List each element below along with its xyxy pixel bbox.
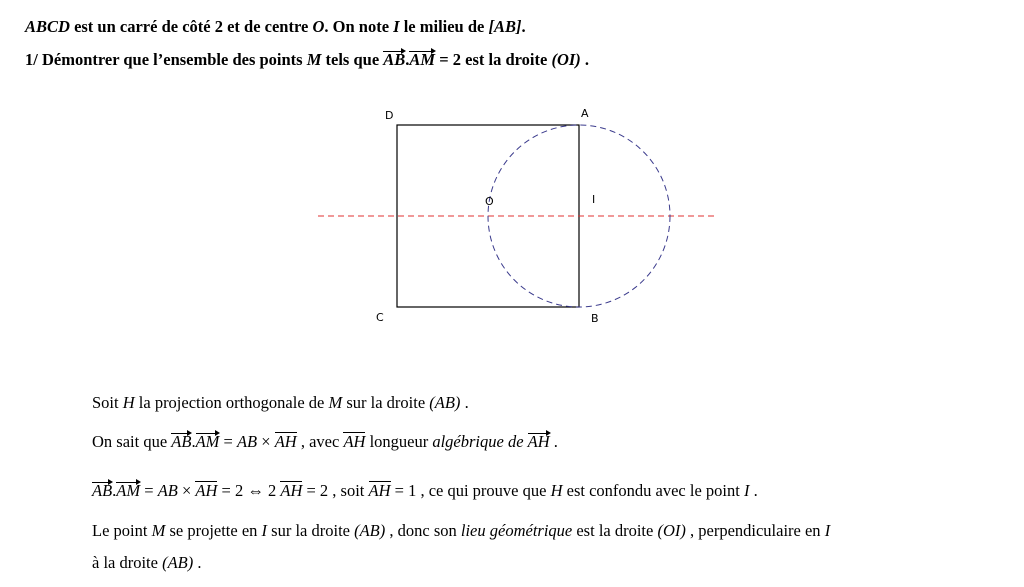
text: , donc son	[385, 521, 461, 540]
text: la projection orthogonale de	[134, 393, 329, 412]
text: sur la droite	[342, 393, 430, 412]
text: = 2 , soit	[302, 481, 369, 500]
solution-line-4	[92, 521, 830, 541]
text: = 2	[217, 481, 248, 500]
text: est la droite	[465, 50, 552, 69]
text-h: H	[122, 393, 135, 412]
text: ×	[257, 432, 275, 451]
text: le milieu de	[399, 17, 489, 36]
solution-line-1	[92, 393, 469, 413]
text-ab: AB	[236, 432, 258, 451]
text-ab: (AB)	[354, 521, 386, 540]
algebraic-ah: AH	[274, 432, 297, 451]
text-dot: .	[191, 432, 196, 451]
solution-line-2	[92, 432, 558, 452]
text: , avec	[296, 432, 344, 451]
text: tels que	[321, 50, 384, 69]
solution-line-3	[92, 481, 758, 501]
text: =	[140, 481, 158, 500]
text: .	[460, 393, 469, 412]
label-c: C	[376, 311, 384, 324]
text: ×	[177, 481, 196, 500]
text-ab: (AB)	[162, 553, 194, 572]
text: 2	[263, 481, 281, 500]
text: est la droite	[572, 521, 658, 540]
algebraic-ah: AH	[280, 481, 303, 500]
text-ab: AB	[157, 481, 178, 500]
text-i: I	[393, 17, 400, 36]
text-dot: .	[112, 481, 117, 500]
equivalence-symbol: ⇔	[247, 481, 264, 500]
text: est confondu avec le point	[562, 481, 744, 500]
text-m: M	[328, 393, 343, 412]
label-a: A	[581, 107, 589, 120]
label-b: B	[591, 312, 599, 325]
vector-am: AM	[116, 481, 141, 500]
text: se projette en	[165, 521, 262, 540]
solution-line-5	[92, 553, 202, 573]
text-o: O	[312, 17, 325, 36]
text: =	[219, 432, 237, 451]
text-i: I	[743, 481, 750, 500]
text: .	[521, 17, 526, 36]
label-o: O	[485, 195, 494, 208]
text-lieu: lieu géométrique	[460, 521, 573, 540]
text: .	[549, 432, 558, 451]
text-algebrique: algébrique de	[432, 432, 524, 451]
text: = 1 , ce qui prouve que	[390, 481, 551, 500]
text: On sait que	[92, 432, 172, 451]
vector-ah: AH	[527, 432, 550, 451]
text: .	[749, 481, 758, 500]
text-m: M	[306, 50, 322, 69]
text: longueur	[365, 432, 433, 451]
text: et de centre	[222, 17, 313, 36]
text-i: I	[824, 521, 831, 540]
text-i: I	[261, 521, 268, 540]
label-d: D	[385, 109, 394, 122]
text: .	[580, 50, 590, 69]
text-m: M	[151, 521, 166, 540]
label-i: I	[592, 193, 596, 206]
text-oi: (OI)	[657, 521, 686, 540]
text: est un carré de côté	[69, 17, 215, 36]
text: Le point	[92, 521, 152, 540]
text-segment: [AB]	[488, 17, 522, 36]
vector-am: AM	[195, 432, 220, 451]
text: Soit	[92, 393, 123, 412]
text: sur la droite	[267, 521, 355, 540]
text-abcd: ABCD	[25, 17, 70, 36]
text: . On note	[324, 17, 394, 36]
text-dot: .	[405, 50, 410, 69]
algebraic-ah: AH	[368, 481, 391, 500]
vector-ab: AB	[92, 481, 113, 500]
text: .	[193, 553, 202, 572]
vector-ab: AB	[383, 50, 406, 69]
algebraic-ah: AH	[343, 432, 366, 451]
algebraic-ah: AH	[195, 481, 218, 500]
text: = 2	[435, 50, 466, 69]
vector-am: AM	[409, 50, 436, 69]
text: 2	[214, 17, 223, 36]
text-h: H	[550, 481, 563, 500]
text: Démontrer que l’ensemble des points	[37, 50, 307, 69]
question-number: 1/	[25, 50, 38, 69]
text: , perpendiculaire en	[685, 521, 825, 540]
vector-ab: AB	[171, 432, 192, 451]
text: à la droite	[92, 553, 163, 572]
text-ab: (AB)	[429, 393, 461, 412]
text-oi: (OI)	[551, 50, 581, 69]
